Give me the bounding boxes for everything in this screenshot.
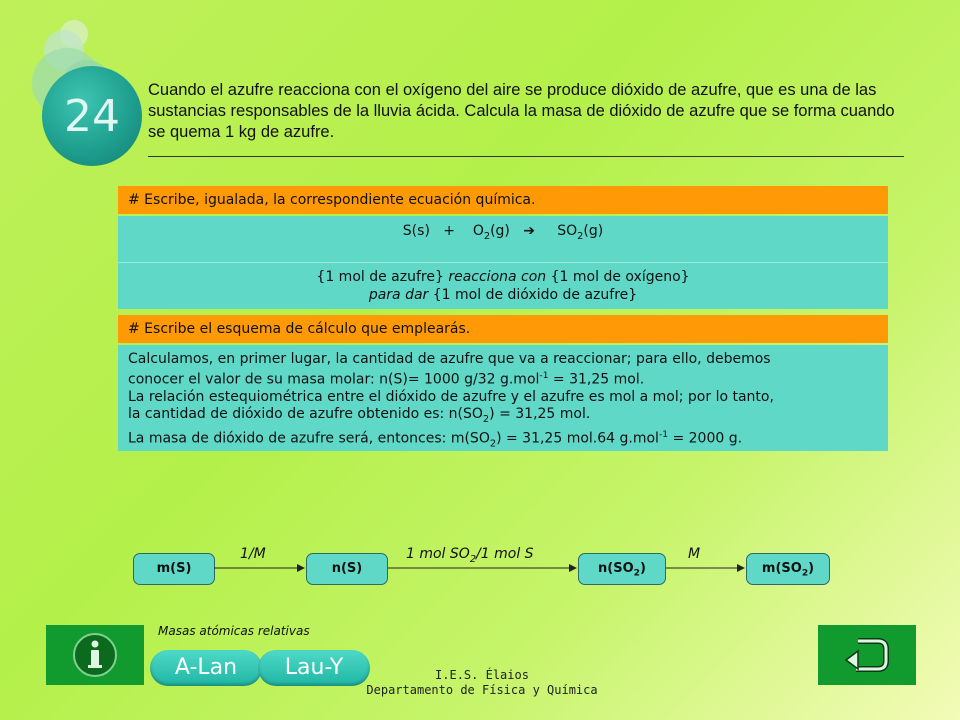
equation-oxygen: $O_2(g)$ (472, 223, 510, 242)
footer-department: Departamento de Física y Química (366, 683, 598, 697)
lau-y-button[interactable]: Lau-Y (258, 650, 370, 686)
mole-relation-line1: {1 mol de azufre} reacciona con {1 mol de oxígeno} (316, 269, 690, 285)
equation-so2: $SO_2(g)$ (557, 223, 604, 242)
calc-line-3: La relación estequiométrica entre el dióxido de azufre y el azufre es mol a mol; por lo tanto, (128, 388, 774, 405)
flow-node-mass-so2: $m(SO_2)$ (746, 553, 830, 585)
section1-header: # Escribe, igualada, la correspondiente ecuación química. (118, 186, 888, 214)
flow-node-moles-so2: $n(SO_2)$ (578, 553, 666, 585)
equation-sulfur: S(s) (402, 223, 430, 239)
problem-number: 24 (42, 66, 142, 166)
problem-statement: Cuando el azufre reacciona con el oxígeno del aire se produce dióxido de azufre, que es una de las sustancias responsables de la lluvia ácida. Calcula la masa de dióxido de azufre que se forma cuando se quema 1 kg de azufre. (148, 81, 895, 141)
calc-line-2: conocer el valor de su masa molar: n(S)= 1000 g/32 g.mol$^{-1}$ = 31,25 mol. (128, 371, 645, 388)
footer-school: I.E.S. Élaios (435, 668, 529, 682)
calc-line-4: la cantidad de dióxido de azufre obtenido es: $n(SO_2) = 31,25$ mol. (128, 405, 591, 425)
a-lan-button[interactable]: A-Lan (150, 650, 262, 686)
flow-node-mass-s: m(S) (133, 553, 215, 585)
atomic-masses-label: Masas atómicas relativas (158, 624, 310, 638)
flow-node-moles-s: n(S) (306, 553, 388, 585)
calc-line-5: La masa de dióxido de azufre será, entonces: $m(SO_2) = 31,25$ mol.64 g.mol$^{-1}$ = 2000 g. (128, 430, 743, 450)
return-arrow-icon (840, 633, 894, 677)
info-icon (72, 632, 118, 678)
footer (362, 668, 602, 698)
flow-label-inverse-molar-mass: 1/M (240, 546, 266, 562)
arrow-right-icon: ➔ (523, 223, 535, 239)
return-button[interactable] (818, 625, 916, 685)
section2-header: # Escribe el esquema de cálculo que emplearás. (118, 315, 888, 343)
info-button[interactable] (46, 625, 144, 685)
flow-label-molar-mass: M (688, 546, 701, 562)
equation-plus: + (443, 223, 455, 239)
mole-relation-line2: para dar {1 mol de dióxido de azufre} (368, 287, 638, 303)
flow-label-stoichiometry: 1 mol $SO_2/1$ mol S (406, 546, 534, 565)
calc-line-1: Calculamos, en primer lugar, la cantidad de azufre que va a reaccionar; para ello, debemos (128, 351, 771, 367)
